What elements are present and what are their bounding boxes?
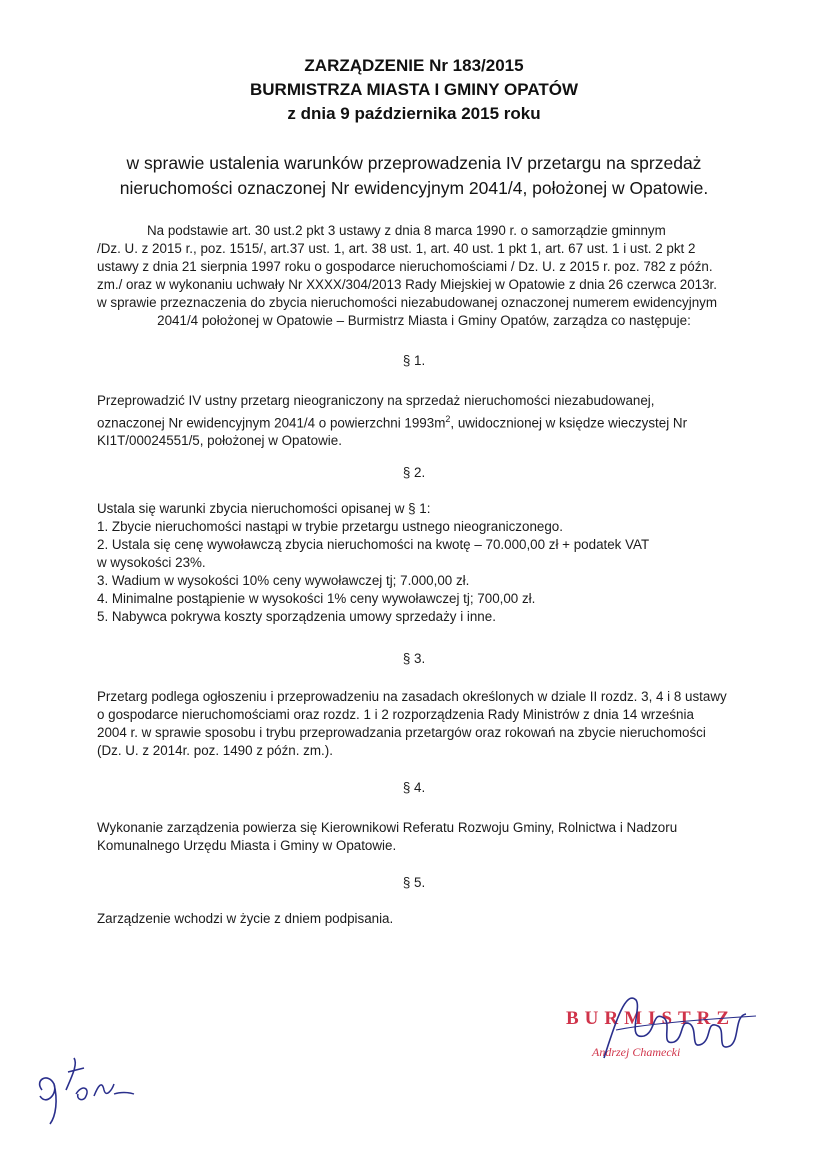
issuer-line: BURMISTRZA MIASTA I GMINY OPATÓW (249, 80, 578, 99)
section-5-body (97, 910, 757, 928)
date-line: z dnia 9 października 2015 roku (287, 104, 541, 123)
subject-line-1: w sprawie ustalenia warunków przeprowadzenia IV przetargu na sprzedaż (126, 153, 702, 173)
condition-item: 4. Minimalne postąpienie w wysokości 1% ceny wywoławczej tj; 700,00 zł. (97, 591, 536, 606)
stamp-title: BURMISTRZ (566, 1008, 736, 1029)
section-heading-2: § 2. (402, 465, 426, 480)
section-heading-3: § 3. (402, 651, 426, 666)
initials-signature (28, 1050, 148, 1130)
section-1-body (97, 392, 757, 450)
condition-item-continued: w wysokości 23%. (97, 555, 206, 570)
document-title: ZARZĄDZENIE Nr 183/2015 (304, 56, 524, 75)
preamble-line: /Dz. U. z 2015 r., poz. 1515/, art.37 ust. 1, art. 38 ust. 1, art. 40 ust. 1 pkt 1, art. 67 ust. 1 i ust. 2 pkt 2 (97, 241, 696, 256)
condition-item: 2. Ustala się cenę wywoławczą zbycia nieruchomości na kwotę – 70.000,00 zł + podatek VAT (97, 537, 650, 552)
section-3-body (97, 688, 757, 760)
preamble (97, 222, 751, 330)
section-heading-1: § 1. (402, 353, 426, 368)
condition-item: 5. Nabywca pokrywa koszty sporządzenia umowy sprzedaży i inne. (97, 609, 496, 624)
preamble-line: Na podstawie art. 30 ust.2 pkt 3 ustawy z dnia 8 marca 1990 r. o samorządzie gminnym (147, 223, 666, 238)
section-3-line: Przetarg podlega ogłoszeniu i przeprowadzeniu na zasadach określonych w dziale II rozdz. 3, 4 i 8 ustawy (97, 689, 727, 704)
stamp-name: Andrzej Chamecki (592, 1045, 681, 1059)
section-3-line: (Dz. U. z 2014r. poz. 1490 z późn. zm.). (97, 743, 333, 758)
section-4-line: Wykonanie zarządzenia powierza się Kierownikowi Referatu Rozwoju Gminy, Rolnictwa i Nadzoru (97, 820, 678, 835)
section-heading-5: § 5. (402, 875, 426, 890)
section-1-line: KI1T/00024551/5, położonej w Opatowie. (97, 433, 342, 449)
subject-line-2: nieruchomości oznaczonej Nr ewidencyjnym 2041/4, położonej w Opatowie. (119, 178, 709, 198)
condition-item: 3. Wadium w wysokości 10% ceny wywoławczej tj; 7.000,00 zł. (97, 573, 470, 588)
section-4-line: Komunalnego Urzędu Miasta i Gminy w Opatowie. (97, 838, 397, 853)
official-stamp (556, 980, 776, 1070)
section-5-line: Zarządzenie wchodzi w życie z dniem podpisania. (97, 911, 394, 926)
section-heading-4: § 4. (402, 780, 426, 795)
section-1-line: Przeprowadzić IV ustny przetarg nieograniczony na sprzedaż nieruchomości niezabudowanej, (97, 393, 655, 408)
preamble-line: 2041/4 położonej w Opatowie – Burmistrz Miasta i Gminy Opatów, zarządza co następuje: (157, 313, 691, 328)
preamble-line: w sprawie przeznaczenia do zbycia nieruchomości niezabudowanej oznaczonej numerem ewidencyjnym (97, 295, 718, 310)
section-3-line: o gospodarce nieruchomościami oraz rozdz. 1 i 2 rozporządzenia Rady Ministrów z dnia 14 września (97, 707, 694, 722)
condition-item: 1. Zbycie nieruchomości nastąpi w trybie przetargu ustnego nieograniczonego. (97, 519, 563, 534)
section-3-line: 2004 r. w sprawie sposobu i trybu przeprowadzania przetargów oraz rokowań na zbycie nieruchomości (97, 725, 706, 740)
section-1-line: oznaczonej Nr ewidencyjnym 2041/4 o powierzchni $1993m^2$, uwidocznionej w księdze wieczystej Nr (97, 414, 688, 431)
section-4-body (97, 819, 757, 855)
section-2-body (97, 500, 757, 626)
preamble-line: zm./ oraz w wykonaniu uchwały Nr XXXX/304/2013 Rady Miejskiej w Opatowie z dnia 26 czerwca 2013r. (97, 277, 717, 292)
preamble-line: ustawy z dnia 21 sierpnia 1997 roku o gospodarce nieruchomościami / Dz. U. z 2015 r. poz. 782 z późn. (97, 259, 713, 274)
section-2-intro: Ustala się warunki zbycia nieruchomości opisanej w § 1: (97, 501, 431, 516)
subject (60, 151, 768, 201)
